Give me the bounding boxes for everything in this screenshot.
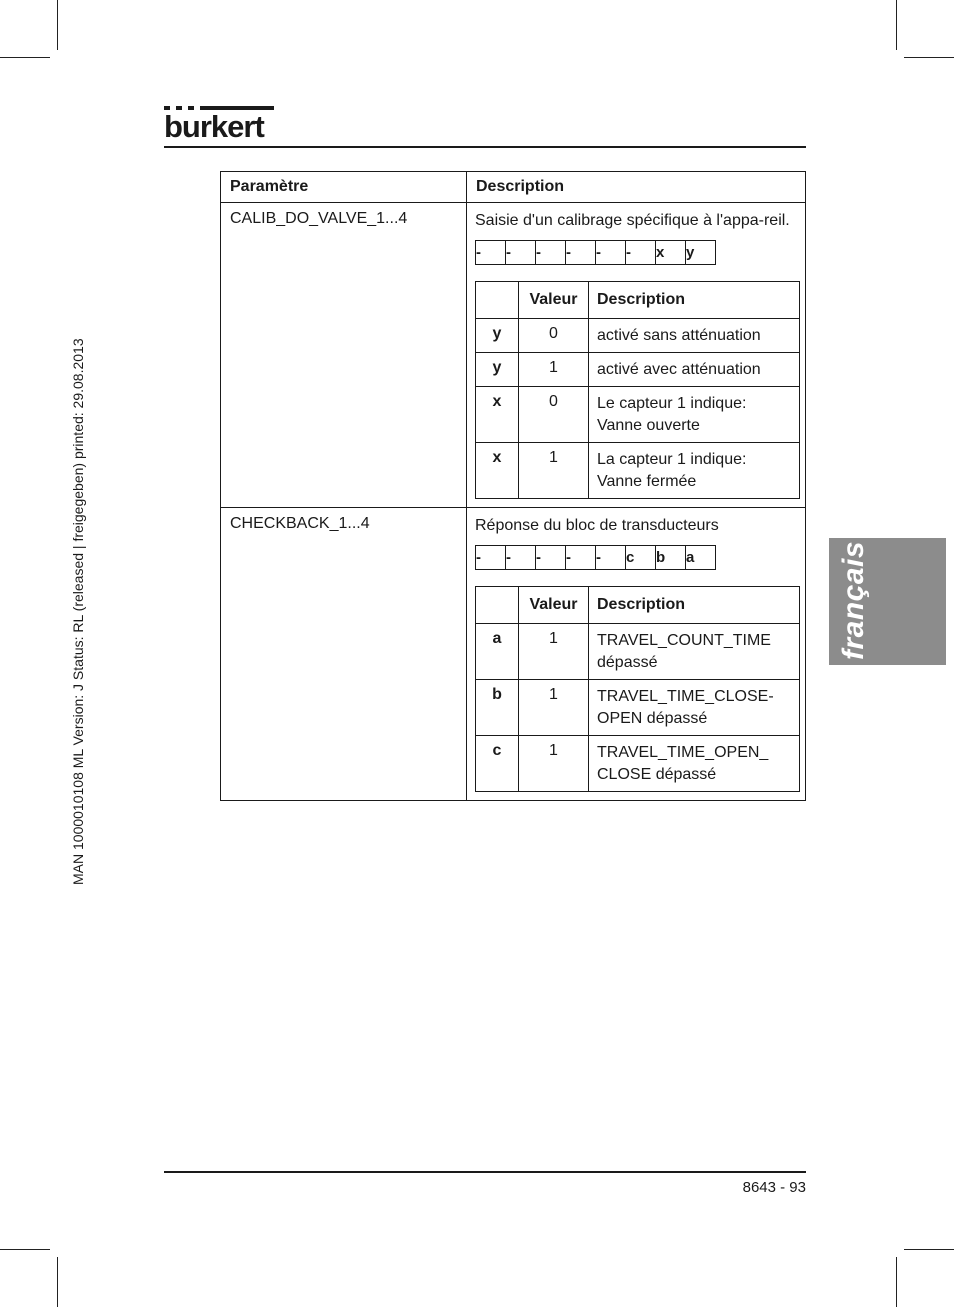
value-row bbox=[476, 387, 800, 443]
value-row bbox=[476, 680, 800, 736]
value-number: 1 bbox=[519, 353, 589, 387]
crop-mark bbox=[57, 1257, 58, 1307]
value-key: x bbox=[476, 443, 519, 499]
bit-cell: - bbox=[596, 546, 626, 570]
param-description: Réponse du bloc de transducteurs bbox=[475, 517, 719, 534]
value-description: TRAVEL_TIME_CLOSE-OPEN dépassé bbox=[589, 680, 800, 736]
value-key: a bbox=[476, 624, 519, 680]
value-number: 1 bbox=[519, 443, 589, 499]
value-number: 1 bbox=[519, 736, 589, 792]
crop-mark bbox=[0, 1249, 50, 1250]
crop-mark bbox=[57, 0, 58, 50]
crop-mark bbox=[896, 0, 897, 50]
bit-cell: - bbox=[536, 241, 566, 265]
table-row bbox=[221, 203, 806, 508]
bit-layout bbox=[475, 240, 716, 265]
param-name: CHECKBACK_1...4 bbox=[221, 508, 467, 801]
bit-cell: - bbox=[566, 546, 596, 570]
bit-cell: - bbox=[596, 241, 626, 265]
value-description: TRAVEL_COUNT_TIME dépassé bbox=[589, 624, 800, 680]
param-description: Saisie d'un calibrage spécifique à l'appa-reil. bbox=[475, 212, 790, 229]
crop-mark bbox=[896, 1257, 897, 1307]
bit-cell: - bbox=[506, 546, 536, 570]
value-number: 0 bbox=[519, 387, 589, 443]
bit-cell: x bbox=[656, 241, 686, 265]
value-description: activé sans atténuation bbox=[589, 319, 800, 353]
bit-cell: - bbox=[506, 241, 536, 265]
value-number: 1 bbox=[519, 624, 589, 680]
logo-text: burkert bbox=[164, 109, 264, 144]
value-row bbox=[476, 319, 800, 353]
document-info: MAN 1000010108 ML Version: J Status: RL (released | freigegeben) printed: 29.08.2013 bbox=[70, 338, 86, 885]
sub-header-description: Description bbox=[589, 282, 800, 319]
value-table-header bbox=[476, 587, 800, 624]
value-number: 1 bbox=[519, 680, 589, 736]
value-description: La capteur 1 indique: Vanne fermée bbox=[589, 443, 800, 499]
bit-layout bbox=[475, 545, 716, 570]
sub-header-key bbox=[476, 282, 519, 319]
bit-cell: c bbox=[626, 546, 656, 570]
bit-cell: - bbox=[626, 241, 656, 265]
header-description: Description bbox=[467, 172, 806, 203]
crop-mark bbox=[904, 1249, 954, 1250]
value-key: b bbox=[476, 680, 519, 736]
value-row bbox=[476, 353, 800, 387]
footer-rule bbox=[164, 1171, 806, 1173]
crop-mark bbox=[904, 57, 954, 58]
value-description: TRAVEL_TIME_OPEN_ CLOSE dépassé bbox=[589, 736, 800, 792]
param-name: CALIB_DO_VALVE_1...4 bbox=[221, 203, 467, 508]
value-table-header bbox=[476, 282, 800, 319]
bit-cell: b bbox=[656, 546, 686, 570]
parameter-table bbox=[220, 171, 806, 801]
value-key: c bbox=[476, 736, 519, 792]
header-param: Paramètre bbox=[221, 172, 467, 203]
param-description-cell bbox=[467, 203, 806, 508]
bit-cell: - bbox=[566, 241, 596, 265]
sub-header-value: Valeur bbox=[519, 587, 589, 624]
value-row bbox=[476, 443, 800, 499]
param-description-cell bbox=[467, 508, 806, 801]
value-table bbox=[475, 281, 800, 499]
language-tab bbox=[829, 538, 946, 665]
value-key: x bbox=[476, 387, 519, 443]
value-key: y bbox=[476, 353, 519, 387]
value-table bbox=[475, 586, 800, 792]
table-row bbox=[221, 508, 806, 801]
value-description: activé avec atténuation bbox=[589, 353, 800, 387]
sub-header-key bbox=[476, 587, 519, 624]
sub-header-description: Description bbox=[589, 587, 800, 624]
bit-cell: - bbox=[476, 241, 506, 265]
value-number: 0 bbox=[519, 319, 589, 353]
brand-logo bbox=[164, 106, 276, 142]
table-header-row bbox=[221, 172, 806, 203]
value-row bbox=[476, 624, 800, 680]
language-tab-label: français bbox=[837, 540, 870, 660]
bit-cell: - bbox=[476, 546, 506, 570]
bit-cell: a bbox=[686, 546, 716, 570]
value-row bbox=[476, 736, 800, 792]
value-description: Le capteur 1 indique: Vanne ouverte bbox=[589, 387, 800, 443]
value-key: y bbox=[476, 319, 519, 353]
sub-header-value: Valeur bbox=[519, 282, 589, 319]
bit-cell: - bbox=[536, 546, 566, 570]
bit-cell: y bbox=[686, 241, 716, 265]
header-rule bbox=[164, 146, 806, 148]
page-number: 8643 - 93 bbox=[742, 1179, 806, 1196]
crop-mark bbox=[0, 57, 50, 58]
